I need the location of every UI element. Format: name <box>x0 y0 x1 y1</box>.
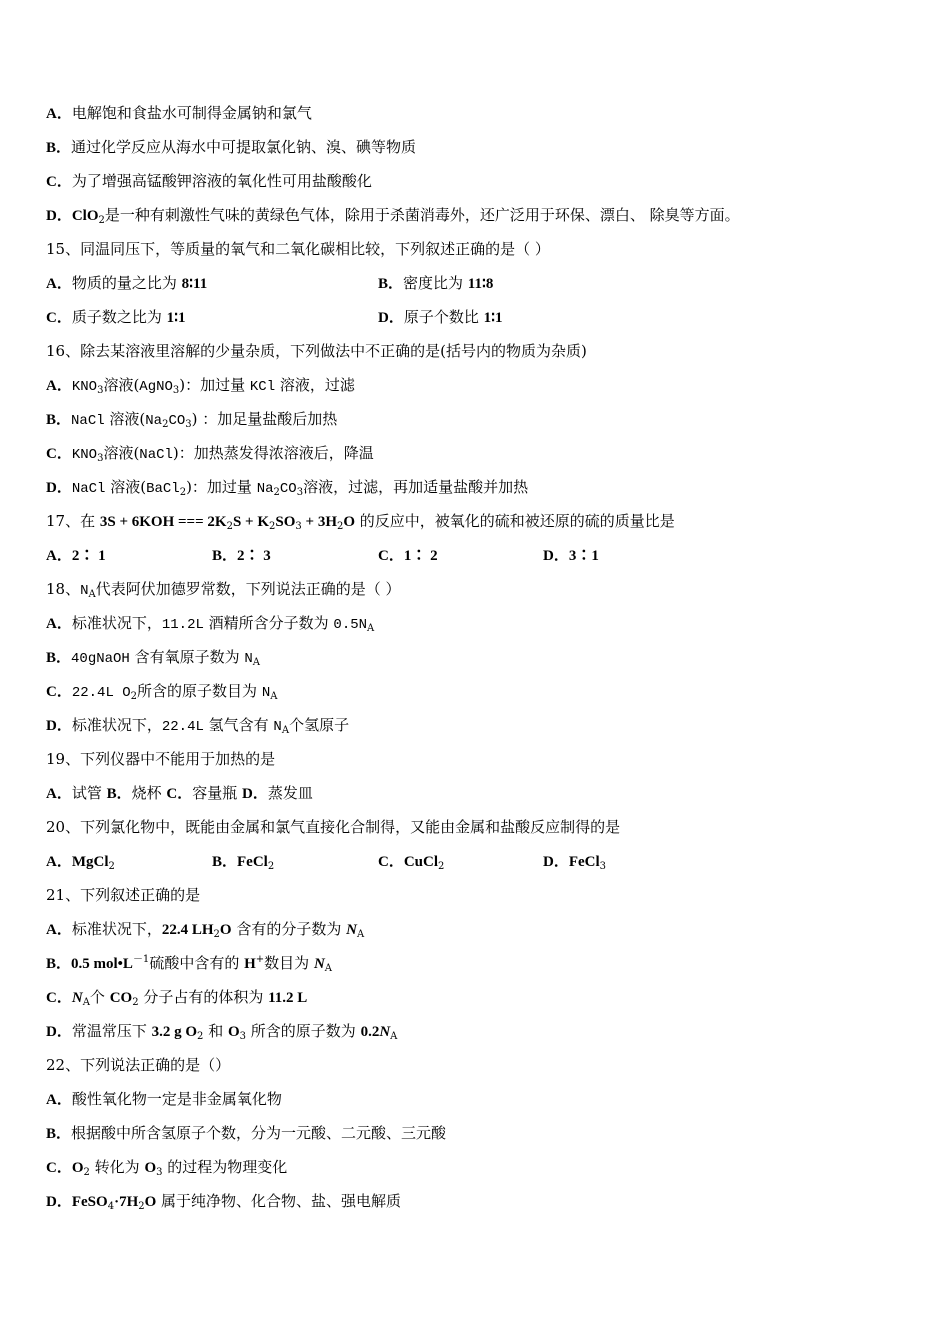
text-run: B． <box>46 650 72 666</box>
text-run: A． <box>46 106 72 122</box>
text-run: A． <box>46 786 72 802</box>
text-run: B． <box>46 412 72 428</box>
line-content <box>46 1150 287 1185</box>
text-run: C． <box>166 786 193 802</box>
text-run: 2 <box>108 861 115 872</box>
text-line <box>46 164 906 198</box>
text-run: Na <box>256 481 274 497</box>
text-run: 21、下列叙述正确的是 <box>46 886 201 904</box>
text-run: C． <box>46 684 72 700</box>
text-run: 2 <box>213 929 220 940</box>
text-run: 溶液( <box>104 410 146 428</box>
line-content <box>46 878 200 912</box>
text-run: 酒精所含分子数为 <box>203 614 334 632</box>
line-content <box>46 470 528 506</box>
text-run: 2 <box>438 861 445 872</box>
text-run: 19、下列仪器中不能用于加热的是 <box>46 750 276 768</box>
text-line <box>46 504 906 538</box>
text-line <box>46 776 906 810</box>
text-run: 3 <box>295 521 302 532</box>
option-cell <box>46 266 207 301</box>
text-run: 2 <box>130 691 138 702</box>
line-content <box>46 946 332 981</box>
text-run: 溶液( <box>103 376 140 394</box>
text-run: D． <box>46 208 72 224</box>
text-run: KNO <box>71 447 98 463</box>
text-run: SO <box>275 514 296 530</box>
text-run: N <box>346 922 357 938</box>
text-run: C．CuCl <box>378 854 439 870</box>
text-run: 2 <box>273 487 280 498</box>
option-cell <box>543 538 599 573</box>
text-run: B． <box>46 1126 72 1142</box>
line-content <box>46 436 374 472</box>
text-run: 含有氧原子数为 <box>129 648 245 666</box>
text-run: 2 <box>226 521 233 532</box>
text-run: 蒸发皿 <box>267 784 313 802</box>
text-line <box>46 708 906 742</box>
text-run: ClO <box>71 208 99 224</box>
text-line <box>46 912 906 946</box>
text-run: 2 <box>336 521 344 532</box>
line-content <box>46 96 312 131</box>
text-run: 3 <box>156 1167 163 1178</box>
text-line <box>46 1014 906 1048</box>
exam-document <box>46 96 906 1218</box>
text-line <box>46 980 906 1014</box>
text-run: 3 <box>97 385 104 396</box>
text-run: A <box>390 1031 398 1042</box>
line-content <box>46 334 587 368</box>
text-run: S + K <box>232 514 269 530</box>
line-content <box>46 164 372 199</box>
text-run: 溶液，过滤，再加适量盐酸并加热 <box>303 478 529 496</box>
text-run: C． <box>46 990 72 1006</box>
text-run: 3 <box>97 453 104 464</box>
text-line <box>46 878 906 912</box>
text-run: 40gNaOH <box>71 651 130 667</box>
text-run: B． <box>106 786 132 802</box>
text-run: 18、 <box>46 580 81 598</box>
text-run: N <box>313 956 325 972</box>
line-content <box>46 776 313 811</box>
text-run: 酸性氧化物一定是非金属氧化物 <box>71 1090 282 1108</box>
text-run: A <box>281 725 290 736</box>
option-cell <box>212 538 271 573</box>
text-run: 溶液( <box>103 444 140 462</box>
text-run: 代表阿伏加德罗常数，下列说法正确的是（ ） <box>95 580 401 598</box>
text-run: ) ：加足量盐酸后加热 <box>191 410 338 428</box>
text-run: 1∶1 <box>166 310 186 326</box>
text-run: 22.4L O <box>71 685 131 701</box>
text-run: 和 <box>203 1022 228 1040</box>
text-run: A <box>270 691 278 702</box>
text-run: 3 <box>172 385 180 396</box>
text-run: 15、同温同压下，等质量的氧气和二氧化碳相比较，下列叙述正确的是（ ） <box>46 240 550 258</box>
text-run: 容量瓶 <box>192 784 243 802</box>
text-run: 2 <box>132 997 139 1008</box>
text-run: 的反应中，被氧化的硫和被还原的硫的质量比是 <box>355 512 675 530</box>
text-run: 17、在 <box>46 512 100 530</box>
line-content <box>46 912 364 947</box>
text-run: NaCl <box>139 447 173 463</box>
text-run: 2 <box>179 487 187 498</box>
text-run: 个氢原子 <box>289 716 350 734</box>
text-run: 原子个数比 <box>403 308 484 326</box>
text-run: D． <box>46 1024 72 1040</box>
text-run: A． <box>46 922 72 938</box>
text-run: －1 <box>132 954 150 965</box>
text-run: ·7H <box>114 1194 139 1210</box>
text-run: D． <box>378 310 404 326</box>
text-run: C．1∶ 2 <box>378 548 438 564</box>
text-run: 根据酸中所含氢原子个数，分为一元酸、二元酸、三元酸 <box>71 1124 447 1142</box>
text-line <box>46 402 906 436</box>
line-content <box>46 368 355 404</box>
text-line <box>46 1184 906 1218</box>
text-run: 所含的原子数目为 <box>137 682 262 700</box>
text-run: 22、下列说法正确的是（） <box>46 1056 231 1074</box>
text-run: 20、下列氯化物中，既能由金属和氯气直接化合制得，又能由金属和盐酸反应制得的是 <box>46 818 621 836</box>
text-run: + <box>255 954 265 965</box>
text-run: 标准状况下， <box>71 716 162 734</box>
text-run: B． <box>46 956 72 972</box>
text-run: C． <box>46 446 72 462</box>
line-content <box>46 402 337 438</box>
text-line <box>46 96 906 130</box>
text-run: 所含的原子数为 <box>246 1022 361 1040</box>
text-run: 3.2 g O <box>151 1024 198 1040</box>
text-run: 物质的量之比为 <box>71 274 182 292</box>
text-run: 0.2 <box>360 1024 380 1040</box>
text-run: 22.4 LH <box>161 922 214 938</box>
text-run: 11.2 L <box>268 990 308 1006</box>
text-line <box>46 742 906 776</box>
text-run: A <box>324 963 333 974</box>
text-run: 3 <box>296 487 304 498</box>
text-run: 2 <box>269 521 276 532</box>
text-run: D． <box>46 1194 72 1210</box>
text-run: 氢气含有 <box>203 716 274 734</box>
text-run: Na <box>145 413 163 429</box>
text-run: A． <box>46 378 72 394</box>
text-run: )：加过量 <box>186 478 257 496</box>
text-line <box>46 368 906 402</box>
text-run: N <box>244 651 253 667</box>
text-line <box>46 130 906 164</box>
text-line <box>46 1082 906 1116</box>
text-run: 16、除去某溶液里溶解的少量杂质，下列做法中不正确的是(括号内的物质为杂质) <box>46 342 587 360</box>
text-run: B．2∶ 3 <box>212 548 271 564</box>
text-run: CO <box>109 990 133 1006</box>
text-run: A． <box>46 616 72 632</box>
text-run: 2 <box>98 215 105 226</box>
text-run: 3 <box>239 1031 247 1042</box>
line-content <box>46 810 620 844</box>
line-content <box>46 708 349 744</box>
line-content <box>46 504 675 539</box>
line-content <box>46 232 550 266</box>
text-run: B．FeCl <box>212 854 268 870</box>
text-run: N <box>71 990 83 1006</box>
text-run: N <box>80 583 89 599</box>
text-run: O <box>71 1160 84 1176</box>
text-run: 溶液，过滤 <box>275 376 355 394</box>
text-run: 3 <box>599 861 607 872</box>
text-line <box>46 334 906 368</box>
text-run: 数目为 <box>264 954 314 972</box>
text-line <box>46 844 906 878</box>
text-line <box>46 1116 906 1150</box>
text-run: O <box>227 1024 240 1040</box>
text-run: B． <box>46 140 72 156</box>
option-cell <box>46 538 106 573</box>
line-content <box>46 1082 282 1117</box>
text-run: A．MgCl <box>46 854 109 870</box>
line-content <box>46 674 277 710</box>
text-run: A <box>82 997 90 1008</box>
text-run: AgNO <box>139 379 173 395</box>
text-run: 密度比为 <box>403 274 468 292</box>
line-content <box>46 572 401 608</box>
line-content <box>46 198 740 233</box>
text-run: CO <box>168 413 186 429</box>
text-line <box>46 232 906 266</box>
text-run: 标准状况下， <box>71 614 162 632</box>
line-content <box>46 1116 446 1151</box>
text-run: KNO <box>71 379 98 395</box>
text-run: B． <box>378 276 404 292</box>
text-run: 2 <box>197 1031 204 1042</box>
text-run: A <box>367 623 375 634</box>
line-content <box>46 130 416 165</box>
text-run: 1∶1 <box>483 310 503 326</box>
text-run: N <box>379 1024 391 1040</box>
text-run: O <box>343 514 356 530</box>
text-run: 2 <box>83 1167 90 1178</box>
text-run: 22.4L <box>161 719 204 735</box>
text-run: 溶液( <box>105 478 147 496</box>
line-content <box>46 1184 401 1219</box>
line-content <box>46 640 260 676</box>
text-run: NaCl <box>71 481 106 497</box>
option-cell <box>378 538 438 573</box>
text-run: 转化为 <box>89 1158 145 1176</box>
text-run: 2 <box>138 1201 145 1212</box>
option-cell <box>543 844 606 879</box>
line-content <box>46 980 307 1015</box>
text-line <box>46 266 906 300</box>
text-line <box>46 538 906 572</box>
text-run: 0.5N <box>333 617 368 633</box>
text-run: O <box>219 922 232 938</box>
text-run: 为了增强高锰酸钾溶液的氧化性可用盐酸酸化 <box>71 172 372 190</box>
text-run: H <box>244 956 256 972</box>
option-cell <box>46 844 115 879</box>
text-run: O <box>144 1194 157 1210</box>
text-run: KCl <box>249 379 276 395</box>
text-run: 是一种有刺激性气味的黄绿色气体，除用于杀菌消毒外，还广泛用于环保、漂白、 除臭等方面。 <box>104 206 740 224</box>
text-run: 2 <box>162 419 169 430</box>
line-content <box>46 1014 397 1049</box>
text-run: + 3H <box>301 514 337 530</box>
text-run: N <box>261 685 271 701</box>
text-run: 分子占有的体积为 <box>138 988 269 1006</box>
text-run: 的过程为物理变化 <box>162 1158 288 1176</box>
text-run: A． <box>46 276 72 292</box>
text-line <box>46 1150 906 1184</box>
option-cell <box>212 844 274 879</box>
text-run: C． <box>46 1160 72 1176</box>
option-cell <box>378 844 444 879</box>
text-run: FeSO <box>71 1194 108 1210</box>
text-run: 0.5 mol•L <box>71 956 133 972</box>
text-line <box>46 300 906 334</box>
text-run: 3S + 6KOH === 2K <box>99 514 227 530</box>
text-run: C． <box>46 174 72 190</box>
text-run: D．3∶1 <box>543 548 599 564</box>
text-run: 3 <box>185 419 192 430</box>
text-run: 11.2L <box>161 617 204 633</box>
text-run: D． <box>46 480 72 496</box>
text-run: D．FeCl <box>543 854 600 870</box>
text-run: 常温常压下 <box>71 1022 152 1040</box>
text-line <box>46 1048 906 1082</box>
text-line <box>46 640 906 674</box>
text-line <box>46 198 906 232</box>
line-content <box>46 742 275 776</box>
text-run: 个 <box>89 988 110 1006</box>
text-run: )：加过量 <box>179 376 250 394</box>
text-run: A． <box>46 1092 72 1108</box>
text-run: 属于纯净物、化合物、盐、强电解质 <box>156 1192 402 1210</box>
option-cell <box>378 266 493 301</box>
text-run: CO <box>279 481 297 497</box>
text-run: A．2∶ 1 <box>46 548 106 564</box>
text-run: 试管 <box>71 784 107 802</box>
text-run: 通过化学反应从海水中可提取氯化钠、溴、碘等物质 <box>71 138 417 156</box>
text-run: 硫酸中含有的 <box>149 954 245 972</box>
text-run: D． <box>242 786 268 802</box>
text-line <box>46 436 906 470</box>
text-line <box>46 946 906 980</box>
text-run: 标准状况下， <box>71 920 162 938</box>
text-run: A <box>88 589 96 600</box>
text-line <box>46 606 906 640</box>
text-run: 2 <box>267 861 275 872</box>
text-line <box>46 470 906 504</box>
text-run: NaCl <box>71 413 105 429</box>
text-run: O <box>144 1160 157 1176</box>
text-run: C． <box>46 310 72 326</box>
text-run: D． <box>46 718 72 734</box>
text-run: N <box>273 719 282 735</box>
text-line <box>46 572 906 606</box>
option-cell <box>46 300 186 335</box>
text-run: BaCl <box>146 481 180 497</box>
text-run: A <box>356 929 365 940</box>
text-run: 11∶8 <box>467 276 494 292</box>
text-run: 质子数之比为 <box>71 308 167 326</box>
text-line <box>46 674 906 708</box>
text-run: 4 <box>107 1201 115 1212</box>
text-line <box>46 810 906 844</box>
text-run: A <box>252 657 261 668</box>
text-run: 8∶11 <box>181 276 208 292</box>
text-run: )：加热蒸发得浓溶液后，降温 <box>172 444 374 462</box>
line-content <box>46 606 374 642</box>
text-run: 电解饱和食盐水可制得金属钠和氯气 <box>71 104 312 122</box>
text-run: 烧杯 <box>131 784 167 802</box>
option-cell <box>378 300 503 335</box>
line-content <box>46 1048 230 1082</box>
text-run: 含有的分子数为 <box>231 920 347 938</box>
